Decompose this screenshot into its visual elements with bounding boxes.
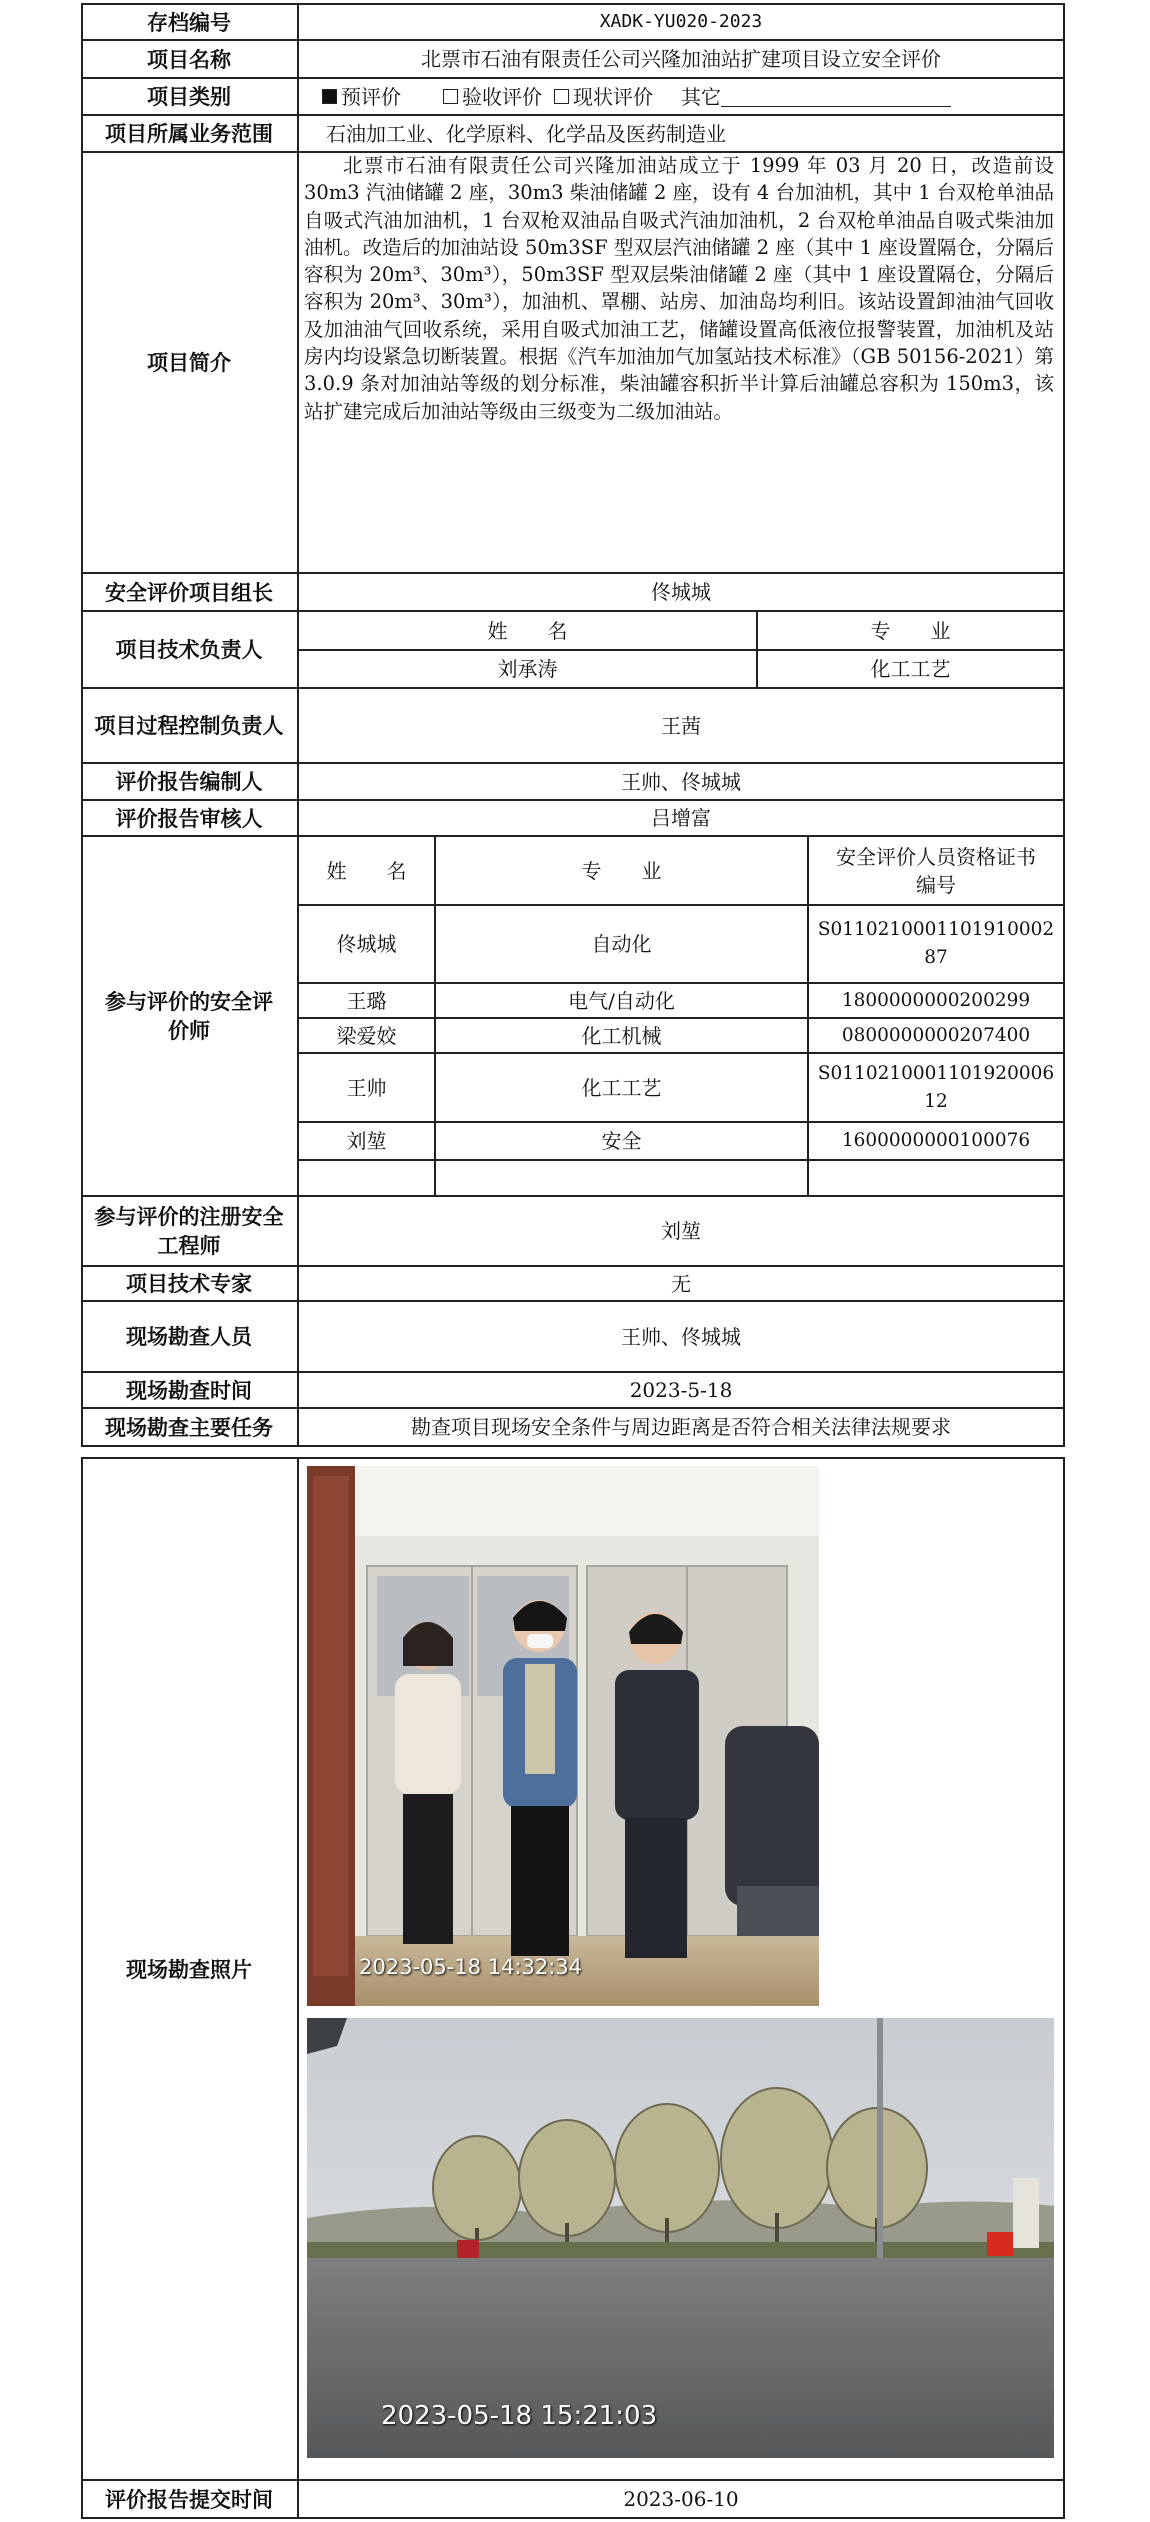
tech-lead-label: 项目技术负责人	[115, 637, 263, 662]
team-leader-value: 佟城城	[651, 580, 711, 604]
submit-time-value: 2023-06-10	[623, 2487, 739, 2511]
expert-value: 无	[671, 1271, 691, 1296]
evaluator-major: 化工工艺	[581, 1075, 662, 1100]
evaluator-major: 安全	[601, 1129, 642, 1153]
photo1-timestamp: 2023-05-18 14:32:34	[359, 1955, 583, 1979]
business-scope-value: 石油加工业、化学原料、化学品及医药制造业	[326, 121, 726, 146]
evaluator-cert: 1600000000100076	[841, 1130, 1031, 1151]
tech-lead-name: 刘承涛	[497, 657, 558, 681]
survey-staff-label: 现场勘查人员	[126, 1324, 252, 1349]
tech-lead-major-header: 专 业	[870, 618, 951, 643]
evaluator-name: 刘堃	[346, 1129, 387, 1153]
reg-engineer-label: 参与评价的注册安全工程师	[94, 1204, 284, 1258]
evaluator-name: 王璐	[346, 988, 387, 1013]
evaluator-name: 梁爱姣	[336, 1023, 397, 1048]
project-name-value: 北票市石油有限责任公司兴隆加油站扩建项目设立安全评价	[421, 47, 941, 71]
evaluator-cert: S011021000110192000612	[817, 1062, 1055, 1112]
outdoor-photo-illustration	[307, 2018, 1054, 2458]
project-name-label: 项目名称	[147, 46, 231, 72]
checkbox-acceptance-evaluation[interactable]	[443, 89, 458, 104]
intro-label: 项目简介	[147, 350, 231, 375]
evaluator-major: 自动化	[591, 932, 652, 956]
reviewer-value: 吕增富	[651, 806, 711, 830]
survey-photos-label: 现场勘查照片	[126, 1956, 252, 1982]
option-status-evaluation: 现状评价	[573, 84, 653, 109]
survey-time-value: 2023-5-18	[629, 1378, 733, 1402]
compiler-value: 王帅、佟城城	[621, 769, 741, 794]
evaluator-major: 电气/自动化	[568, 988, 675, 1013]
evaluator-name: 佟城城	[336, 932, 397, 956]
team-leader-label: 安全评价项目组长	[105, 579, 273, 605]
evaluators-header-major: 专 业	[581, 858, 662, 883]
reviewer-label: 评价报告审核人	[115, 805, 263, 831]
option-other: 其它	[681, 84, 721, 109]
process-control-label: 项目过程控制负责人	[94, 713, 284, 738]
compiler-label: 评价报告编制人	[115, 769, 263, 794]
checkbox-pre-evaluation[interactable]	[322, 89, 337, 104]
intro-text: 北票市石油有限责任公司兴隆加油站成立于 1999 年 03 月 20 日，改造前设 30m3 汽油储罐 2 座，30m3 柴油储罐 2 座，设有 4 台加油机，其中 1 台双枪单油品自吸式汽油加油机，1 台双枪双油品自吸式汽油加油机，2 台双枪单油品自吸式柴油加油机。改造后的加油站设 50m3SF 型双层汽油储罐 2 座（其中 1 座设置隔仓，分隔后容积为 20m³、30m³），50m3SF 型双层柴油储罐 2 座（其中 1 座设置隔仓，分隔后容积为 20m³、30m³），加油机、罩棚、站房、加油岛均利旧。该站设置卸油油气回收及加油油气回收系统，采用自吸式加油工艺，储罐设置高低液位报警装置，加油机及站房内均设紧急切断装置。根据《汽车加油加气加氢站技术标准》（GB 50156-2021）第 3.0.9 条对加油站等级的划分标准，柴油罐容积折半计算后油罐总容积为 150m3，该站扩建完成后加油站等级由三级变为二级加油站。	[304, 154, 1054, 423]
checkbox-status-evaluation[interactable]	[554, 89, 569, 104]
evaluator-name: 王帅	[346, 1075, 387, 1100]
tech-lead-name-header: 姓 名	[487, 618, 568, 643]
survey-photo-outdoor	[307, 2018, 1054, 2458]
survey-staff-value: 王帅、佟城城	[621, 1324, 741, 1349]
evaluators-label: 参与评价的安全评价师	[105, 989, 273, 1043]
tech-lead-major: 化工工艺	[870, 657, 951, 681]
evaluators-header-name: 姓 名	[326, 858, 407, 883]
business-scope-label: 项目所属业务范围	[105, 121, 273, 146]
survey-time-label: 现场勘查时间	[126, 1377, 252, 1403]
survey-task-label: 现场勘查主要任务	[105, 1414, 273, 1440]
photo2-timestamp: 2023-05-18 15:21:03	[381, 2401, 658, 2431]
evaluator-cert: S011021000110191000287	[817, 919, 1055, 968]
evaluators-header-cert: 安全评价人员资格证书编号	[836, 844, 1036, 897]
project-type-options	[298, 78, 1064, 115]
survey-photo-indoor	[307, 1466, 819, 2006]
option-pre-evaluation: 预评价	[341, 84, 401, 109]
reg-engineer-value: 刘堃	[661, 1219, 701, 1243]
evaluator-cert: 0800000000207400	[841, 1024, 1031, 1046]
archive-no-label: 存档编号	[147, 9, 231, 35]
process-control-value: 王茜	[661, 713, 701, 738]
other-blank-line[interactable]	[721, 86, 951, 107]
option-acceptance-evaluation: 验收评价	[462, 84, 542, 109]
evaluator-cert: 1800000000200299	[841, 989, 1031, 1011]
submit-time-label: 评价报告提交时间	[105, 2486, 273, 2512]
expert-label: 项目技术专家	[126, 1271, 252, 1296]
survey-task-value: 勘查项目现场安全条件与周边距离是否符合相关法律法规要求	[411, 1415, 951, 1439]
evaluator-major: 化工机械	[581, 1023, 662, 1048]
project-type-label: 项目类别	[147, 84, 231, 109]
archive-no-value: XADK-YU020-2023	[599, 11, 763, 32]
indoor-photo-illustration	[307, 1466, 819, 2006]
